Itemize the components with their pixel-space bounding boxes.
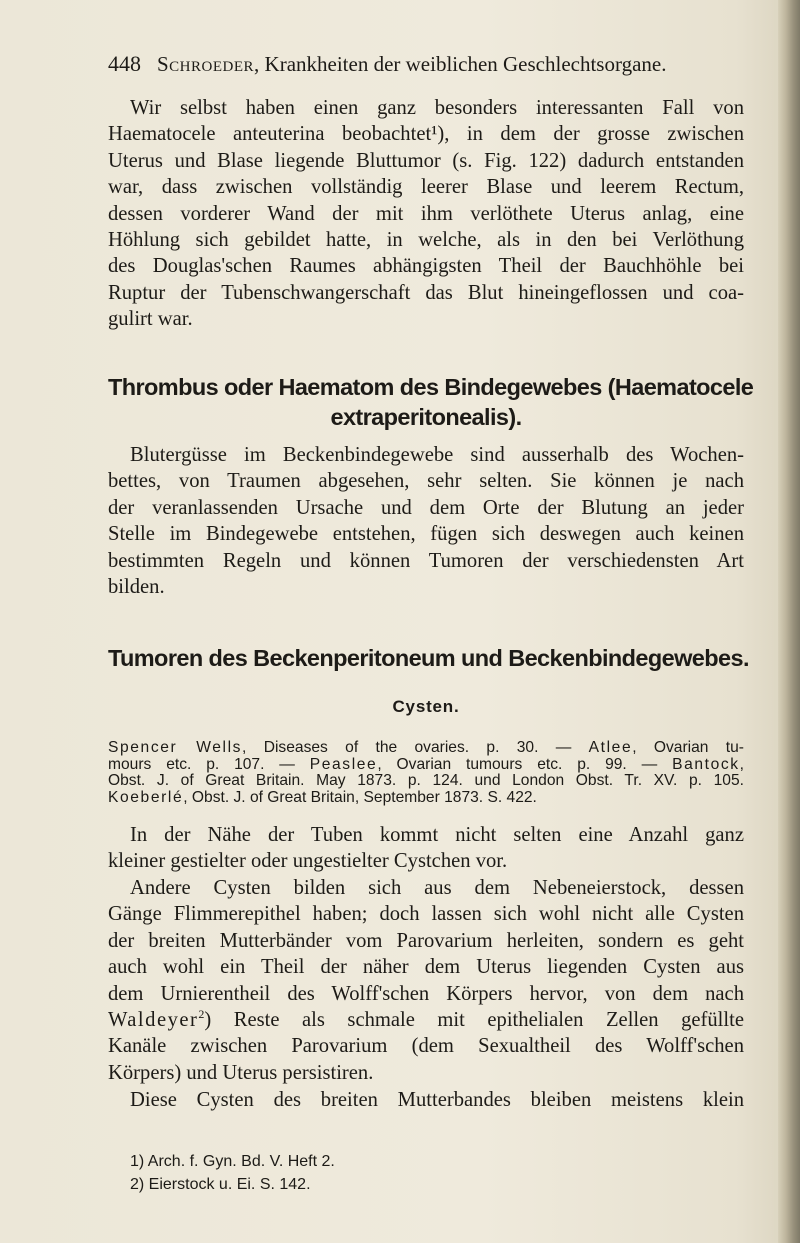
text-line: der veranlassenden Ursache und dem Orte der Blutung an jeder bbox=[108, 496, 744, 519]
text-line: Gänge Flimmerepithel haben; doch lassen sich wohl nicht alle Cysten bbox=[108, 903, 744, 926]
text-line: Haematocele anteuterina beobachtet¹), in dem der grosse zwischen bbox=[108, 123, 744, 146]
text-line: kleiner gestielter oder ungestielter Cystchen vor. bbox=[108, 850, 508, 873]
text-line: bestimmten Regeln und können Tumoren der verschiedensten Art bbox=[108, 549, 744, 572]
text-line: In der Nähe der Tuben kommt nicht selten eine Anzahl ganz bbox=[130, 824, 744, 846]
text-line: des Douglas'schen Raumes abhängigsten Theil der Bauchhöhle bei bbox=[108, 255, 744, 278]
header-author: Schroeder bbox=[157, 52, 255, 76]
text-line: bettes, von Traumen abgesehen, sehr selten. Sie können je nach bbox=[108, 470, 744, 493]
bibliography-references bbox=[108, 740, 744, 806]
ref-author: Bantock bbox=[672, 756, 740, 773]
reference-line: mours etc. p. 107. — Peaslee, Ovarian tumours etc. p. 99. — Bantock, bbox=[108, 756, 744, 773]
text-line: Höhlung sich gebildet hatte, in welche, als in den bei Verlöthung bbox=[108, 229, 744, 252]
ref-author: Peaslee bbox=[309, 756, 378, 773]
heading-line: Tumoren des Beckenperitoneum und Beckenbindegewebes. bbox=[108, 645, 749, 671]
text-line: der breiten Mutterbänder vom Parovarium herleiten, sondern es geht bbox=[108, 929, 744, 952]
text-line: Blutergüsse im Beckenbindegewebe sind ausserhalb des Wochen- bbox=[130, 444, 744, 466]
running-header bbox=[108, 48, 748, 80]
paragraph-tuben-cystchen bbox=[108, 822, 744, 875]
text-line: Diese Cysten des breiten Mutterbandes bleiben meistens klein bbox=[130, 1089, 744, 1111]
heading-line: Thrombus oder Haematom des Bindegewebes (Haematocele bbox=[108, 374, 754, 400]
ref-author: Koeberlé bbox=[108, 789, 184, 806]
text-line: Stelle im Bindegewebe entstehen, fügen sich deswegen auch keinen bbox=[108, 523, 744, 546]
text-line: dessen vorderer Wand der mit ihm verlöthete Uterus anlag, eine bbox=[108, 202, 744, 225]
text-line: Waldeyer$^2$) Reste als schmale mit epithelialen Zellen gefüllte bbox=[108, 1007, 744, 1032]
footnote-1: 1) Arch. f. Gyn. Bd. V. Heft 2. bbox=[130, 1153, 335, 1170]
paragraph-haematocele-case bbox=[108, 95, 744, 333]
ref-author: Atlee bbox=[588, 740, 633, 756]
text-line: Uterus und Blase liegende Bluttumor (s. Fig. 122) dadurch entstanden bbox=[108, 149, 744, 172]
text-line: gulirt war. bbox=[108, 308, 193, 331]
text-line: Kanäle zwischen Parovarium (dem Sexualtheil des Wolff'schen bbox=[108, 1035, 744, 1058]
text-line: war, dass zwischen vollständig leerer Blase und leerem Rectum, bbox=[108, 176, 744, 199]
paragraph-bluterguesse bbox=[108, 442, 744, 600]
section-heading-thrombus bbox=[108, 372, 754, 432]
section-heading-tumoren bbox=[108, 643, 749, 673]
cited-author: Waldeyer bbox=[108, 1009, 199, 1032]
text-line: Körpers) und Uterus persistiren. bbox=[108, 1061, 374, 1084]
text-line: dem Urnierentheil des Wolff'schen Körpers hervor, von dem nach bbox=[108, 982, 744, 1005]
page-number: 448 bbox=[108, 51, 141, 76]
header-title: , Krankheiten der weiblichen Geschlechtsorgane. bbox=[254, 52, 667, 76]
text-line: Wir selbst haben einen ganz besonders interessanten Fall von bbox=[130, 97, 744, 119]
reference-line: Koeberlé, Obst. J. of Great Britain, September 1873. S. 422. bbox=[108, 789, 537, 806]
running-title bbox=[157, 48, 666, 80]
paragraph-nebeneierstock bbox=[108, 875, 744, 1086]
reference-line: Obst. J. of Great Britain. May 1873. p. 124. und London Obst. Tr. XV. p. 105. bbox=[108, 773, 744, 790]
text-line: Andere Cysten bilden sich aus dem Nebeneierstock, dessen bbox=[130, 877, 744, 899]
ref-author: Spencer Wells bbox=[108, 740, 243, 756]
reference-line: Spencer Wells, Diseases of the ovaries. p. 30. — Atlee, Ovarian tu- bbox=[108, 740, 744, 756]
heading-line: extraperitonealis). bbox=[330, 404, 522, 430]
paragraph-cysten-mutterband bbox=[108, 1087, 744, 1113]
footnote-2: 2) Eierstock u. Ei. S. 142. bbox=[130, 1176, 311, 1193]
footnote-marker: 2 bbox=[198, 1007, 205, 1022]
text-line: bilden. bbox=[108, 576, 165, 599]
text-line: auch wohl ein Theil der näher dem Uterus liegenden Cysten aus bbox=[108, 956, 744, 979]
footnotes bbox=[130, 1150, 740, 1196]
text-line: Ruptur der Tubenschwangerschaft das Blut hineingeflossen und coa- bbox=[108, 281, 744, 304]
subheading-cysten: Cysten. bbox=[392, 697, 460, 716]
